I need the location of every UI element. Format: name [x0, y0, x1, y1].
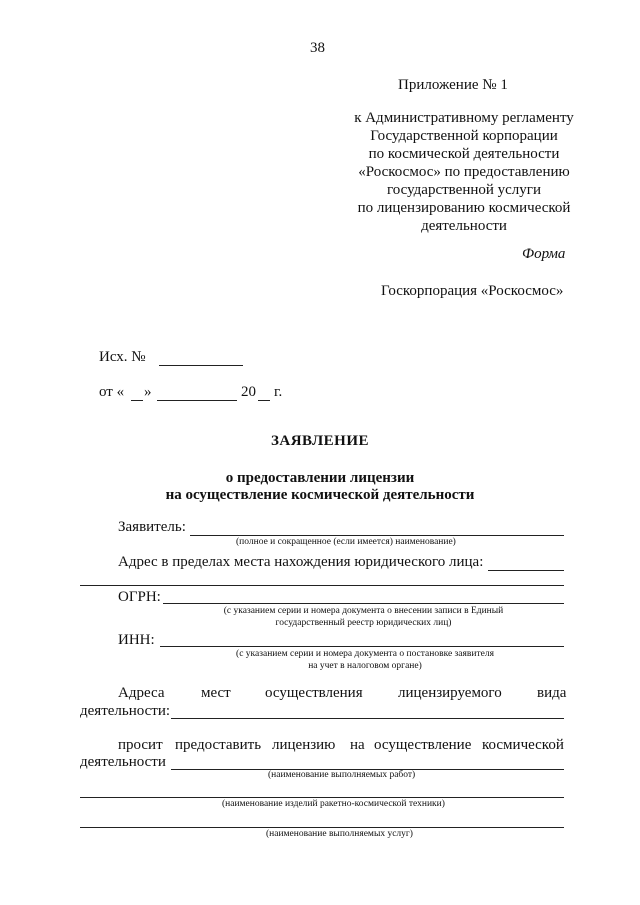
- applicant-hint: (полное и сокращенное (если имеется) наименование): [236, 537, 456, 547]
- request-word: осуществление: [374, 737, 472, 753]
- recipient: Госкорпорация «Роскосмос»: [381, 283, 564, 299]
- document-subtitle: [0, 470, 640, 504]
- page-number: 38: [310, 40, 325, 56]
- request-word: предоставить: [175, 737, 262, 753]
- regulation-line: по лицензированию космической: [357, 200, 571, 216]
- works-hint: (наименование выполняемых работ): [268, 770, 416, 780]
- inn-hint-line: (с указанием серии и номера документа о постановке заявителя: [236, 649, 494, 659]
- request-word: на: [350, 737, 365, 753]
- request-label-2: деятельности: [80, 754, 166, 770]
- ogrn-hint: [163, 605, 564, 629]
- activity-address-word: осуществления: [265, 685, 363, 701]
- services-field[interactable]: [80, 827, 564, 828]
- regulation-line: Государственной корпорации: [370, 128, 558, 144]
- date-year-field[interactable]: [258, 400, 270, 401]
- ogrn-hint-line: государственный реестр юридических лиц): [275, 618, 452, 628]
- services-hint: (наименование выполняемых услуг): [266, 829, 413, 839]
- regulation-line: «Роскосмос» по предоставлению: [358, 164, 570, 180]
- regulation-line: деятельности: [421, 218, 507, 234]
- outgoing-number-field[interactable]: [159, 365, 243, 366]
- inn-hint: [200, 648, 530, 672]
- activity-address-word: вида: [537, 685, 567, 701]
- ogrn-hint-line: (с указанием серии и номера документа о внесении записи в Единый: [223, 606, 504, 616]
- subtitle-line: о предоставлении лицензии: [225, 470, 415, 486]
- regulation-line: государственной услуги: [387, 182, 541, 198]
- document-title: ЗАЯВЛЕНИЕ: [270, 433, 370, 449]
- regulation-line: по космической деятельности: [368, 146, 560, 162]
- regulation-line: к Административному регламенту: [354, 110, 574, 126]
- address-label: Адрес в пределах места нахождения юридического лица:: [118, 554, 484, 570]
- appendix-title: Приложение № 1: [398, 77, 508, 93]
- request-word: лицензию: [272, 737, 336, 753]
- request-word: просит: [118, 737, 163, 753]
- outgoing-number-label: Исх. №: [99, 349, 146, 365]
- products-field[interactable]: [80, 797, 564, 798]
- request-word: космической: [482, 737, 564, 753]
- products-hint: (наименование изделий ракетно-космической техники): [222, 799, 445, 809]
- date-month-field[interactable]: [157, 400, 237, 401]
- activity-address-word: Адреса: [118, 685, 165, 701]
- inn-label: ИНН:: [118, 632, 155, 648]
- year-label: 20: [241, 384, 256, 400]
- regulation-reference: [330, 109, 598, 235]
- inn-field[interactable]: [160, 646, 564, 647]
- subtitle-line: на осуществление космической деятельности: [165, 487, 475, 503]
- address-field-2[interactable]: [80, 585, 564, 586]
- ogrn-field[interactable]: [163, 603, 564, 604]
- applicant-field[interactable]: [190, 535, 564, 536]
- applicant-label: Заявитель:: [118, 519, 186, 535]
- activity-address-word: мест: [201, 685, 231, 701]
- activity-address-label-2: деятельности:: [80, 703, 171, 719]
- ogrn-label: ОГРН:: [118, 589, 161, 605]
- inn-hint-line: на учет в налоговом органе): [308, 661, 422, 671]
- date-prefix: от «: [99, 384, 125, 400]
- year-suffix: г.: [274, 384, 283, 400]
- date-mid: »: [144, 384, 152, 400]
- activity-address-word: лицензируемого: [398, 685, 502, 701]
- address-field-1[interactable]: [488, 570, 564, 571]
- form-label: Форма: [522, 246, 566, 262]
- date-day-field[interactable]: [131, 400, 143, 401]
- activity-address-field[interactable]: [171, 718, 564, 719]
